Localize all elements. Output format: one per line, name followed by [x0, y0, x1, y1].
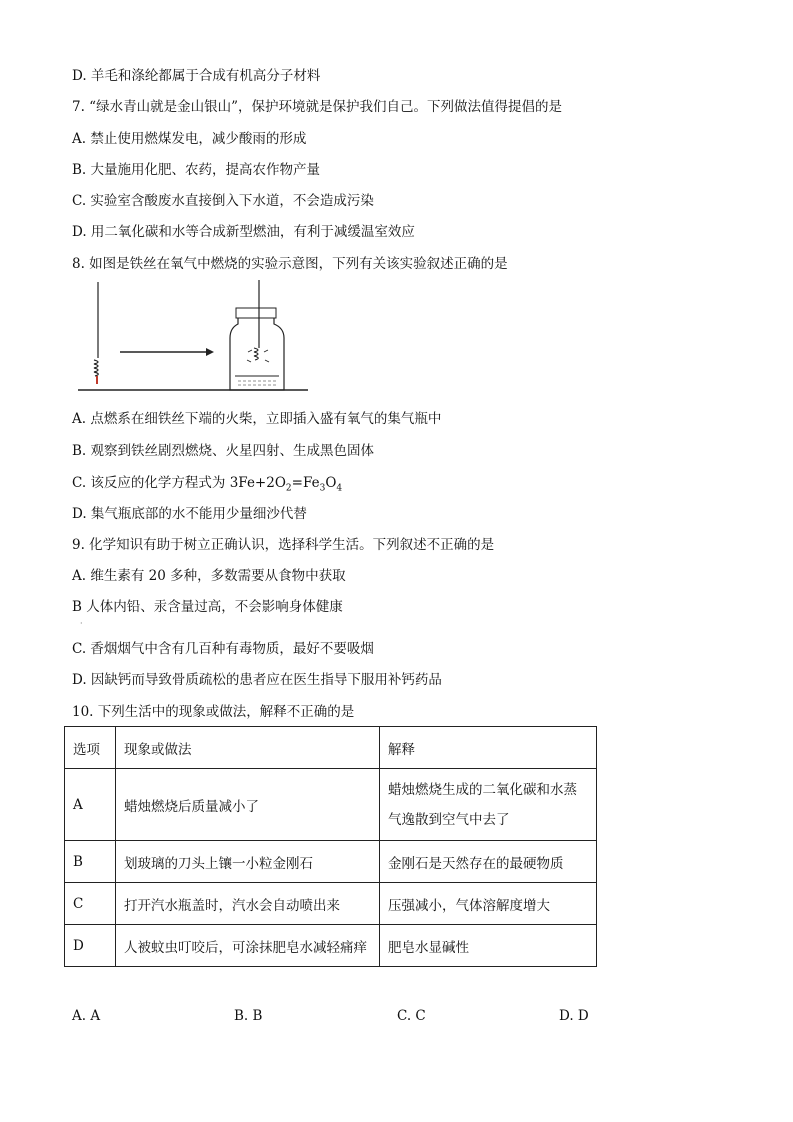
stray-mark: ·: [80, 619, 83, 628]
q8-option-c-sub2: 3: [319, 483, 326, 494]
q9-stem: 9. 化学知识有助于树立正确认识，选择科学生活。下列叙述不正确的是: [72, 537, 495, 553]
iron-wire-with-match: [94, 282, 98, 384]
row-explanation: [380, 769, 597, 841]
row-option: B: [65, 841, 116, 883]
q8-option-a: A. 点燃系在细铁丝下端的火柴，立即插入盛有氧气的集气瓶中: [72, 411, 442, 427]
q8-option-b: B. 观察到铁丝剧烈燃烧、火星四射、生成黑色固体: [72, 443, 375, 459]
header-phenomenon: 现象或做法: [116, 727, 380, 769]
row-option: D: [65, 925, 116, 967]
q9-option-b: B 人体内铅、汞含量过高，不会影响身体健康: [72, 599, 343, 615]
answer-d: D. D: [559, 1008, 589, 1024]
q7-option-b: B. 大量施用化肥、农药，提高农作物产量: [72, 162, 321, 178]
q9-option-a: A. 维生素有 20 多种，多数需要从食物中获取: [72, 568, 346, 584]
q8-option-c-mid: =Fe: [291, 475, 320, 491]
table-row: [65, 883, 597, 925]
header-explanation: 解释: [380, 727, 597, 769]
row-phenomenon: 人被蚊虫叮咬后，可涂抹肥皂水减轻痛痒: [116, 925, 380, 967]
table-row: [65, 841, 597, 883]
q7-option-c: C. 实验室含酸废水直接倒入下水道，不会造成污染: [72, 193, 374, 209]
answer-c: C. C: [397, 1008, 426, 1024]
row-explanation-line2: 气逸散到空气中去了: [388, 811, 510, 828]
row-explanation: 肥皂水显碱性: [380, 925, 597, 967]
row-phenomenon: 划玻璃的刀头上镶一小粒金刚石: [116, 841, 380, 883]
q8-option-c-prefix: C. 该反应的化学方程式为 3Fe+2O: [72, 475, 286, 491]
q7-option-d: D. 用二氧化碳和水等合成新型燃油，有利于减缓温室效应: [72, 224, 415, 240]
q8-option-c: [72, 474, 342, 498]
q8-stem: 8. 如图是铁丝在氧气中燃烧的实验示意图，下列有关该实验叙述正确的是: [72, 256, 508, 272]
q9-option-d: D. 因缺钙而导致骨质疏松的患者应在医生指导下服用补钙药品: [72, 672, 442, 688]
q7-stem: 7. “绿水青山就是金山银山”，保护环境就是保护我们自己。下列做法值得提倡的是: [72, 99, 562, 115]
row-option: C: [65, 883, 116, 925]
row-phenomenon: 蜡烛燃烧后质量减小了: [116, 769, 380, 841]
q8-option-d: D. 集气瓶底部的水不能用少量细沙代替: [72, 506, 307, 522]
row-option: A: [65, 769, 116, 841]
q8-option-c-sub1: 2: [285, 483, 292, 494]
header-option: 选项: [65, 727, 116, 769]
q8-option-c-sub3: 4: [336, 483, 343, 494]
iron-wire-combustion-figure: [78, 278, 308, 396]
arrow: [120, 348, 214, 356]
row-explanation: 压强减小，气体溶解度增大: [380, 883, 597, 925]
table-row: [65, 925, 597, 967]
q9-option-c: C. 香烟烟气中含有几百种有毒物质，最好不要吸烟: [72, 641, 374, 657]
row-explanation: 金刚石是天然存在的最硬物质: [380, 841, 597, 883]
gas-collecting-bottle: [78, 280, 308, 390]
q6-option-d: D. 羊毛和涤纶都属于合成有机高分子材料: [72, 68, 321, 84]
q10-stem: 10. 下列生活中的现象或做法，解释不正确的是: [72, 704, 355, 720]
row-phenomenon: 打开汽水瓶盖时，汽水会自动喷出来: [116, 883, 380, 925]
q7-option-a: A. 禁止使用燃煤发电，减少酸雨的形成: [72, 131, 307, 147]
row-explanation-line1: 蜡烛燃烧生成的二氧化碳和水蒸: [388, 781, 577, 798]
table-row: [65, 769, 597, 841]
answer-a: A. A: [72, 1008, 101, 1024]
answer-b: B. B: [234, 1008, 263, 1024]
table-header-row: [65, 727, 597, 769]
q10-table: [64, 726, 597, 967]
q8-option-c-o: O: [325, 475, 337, 491]
